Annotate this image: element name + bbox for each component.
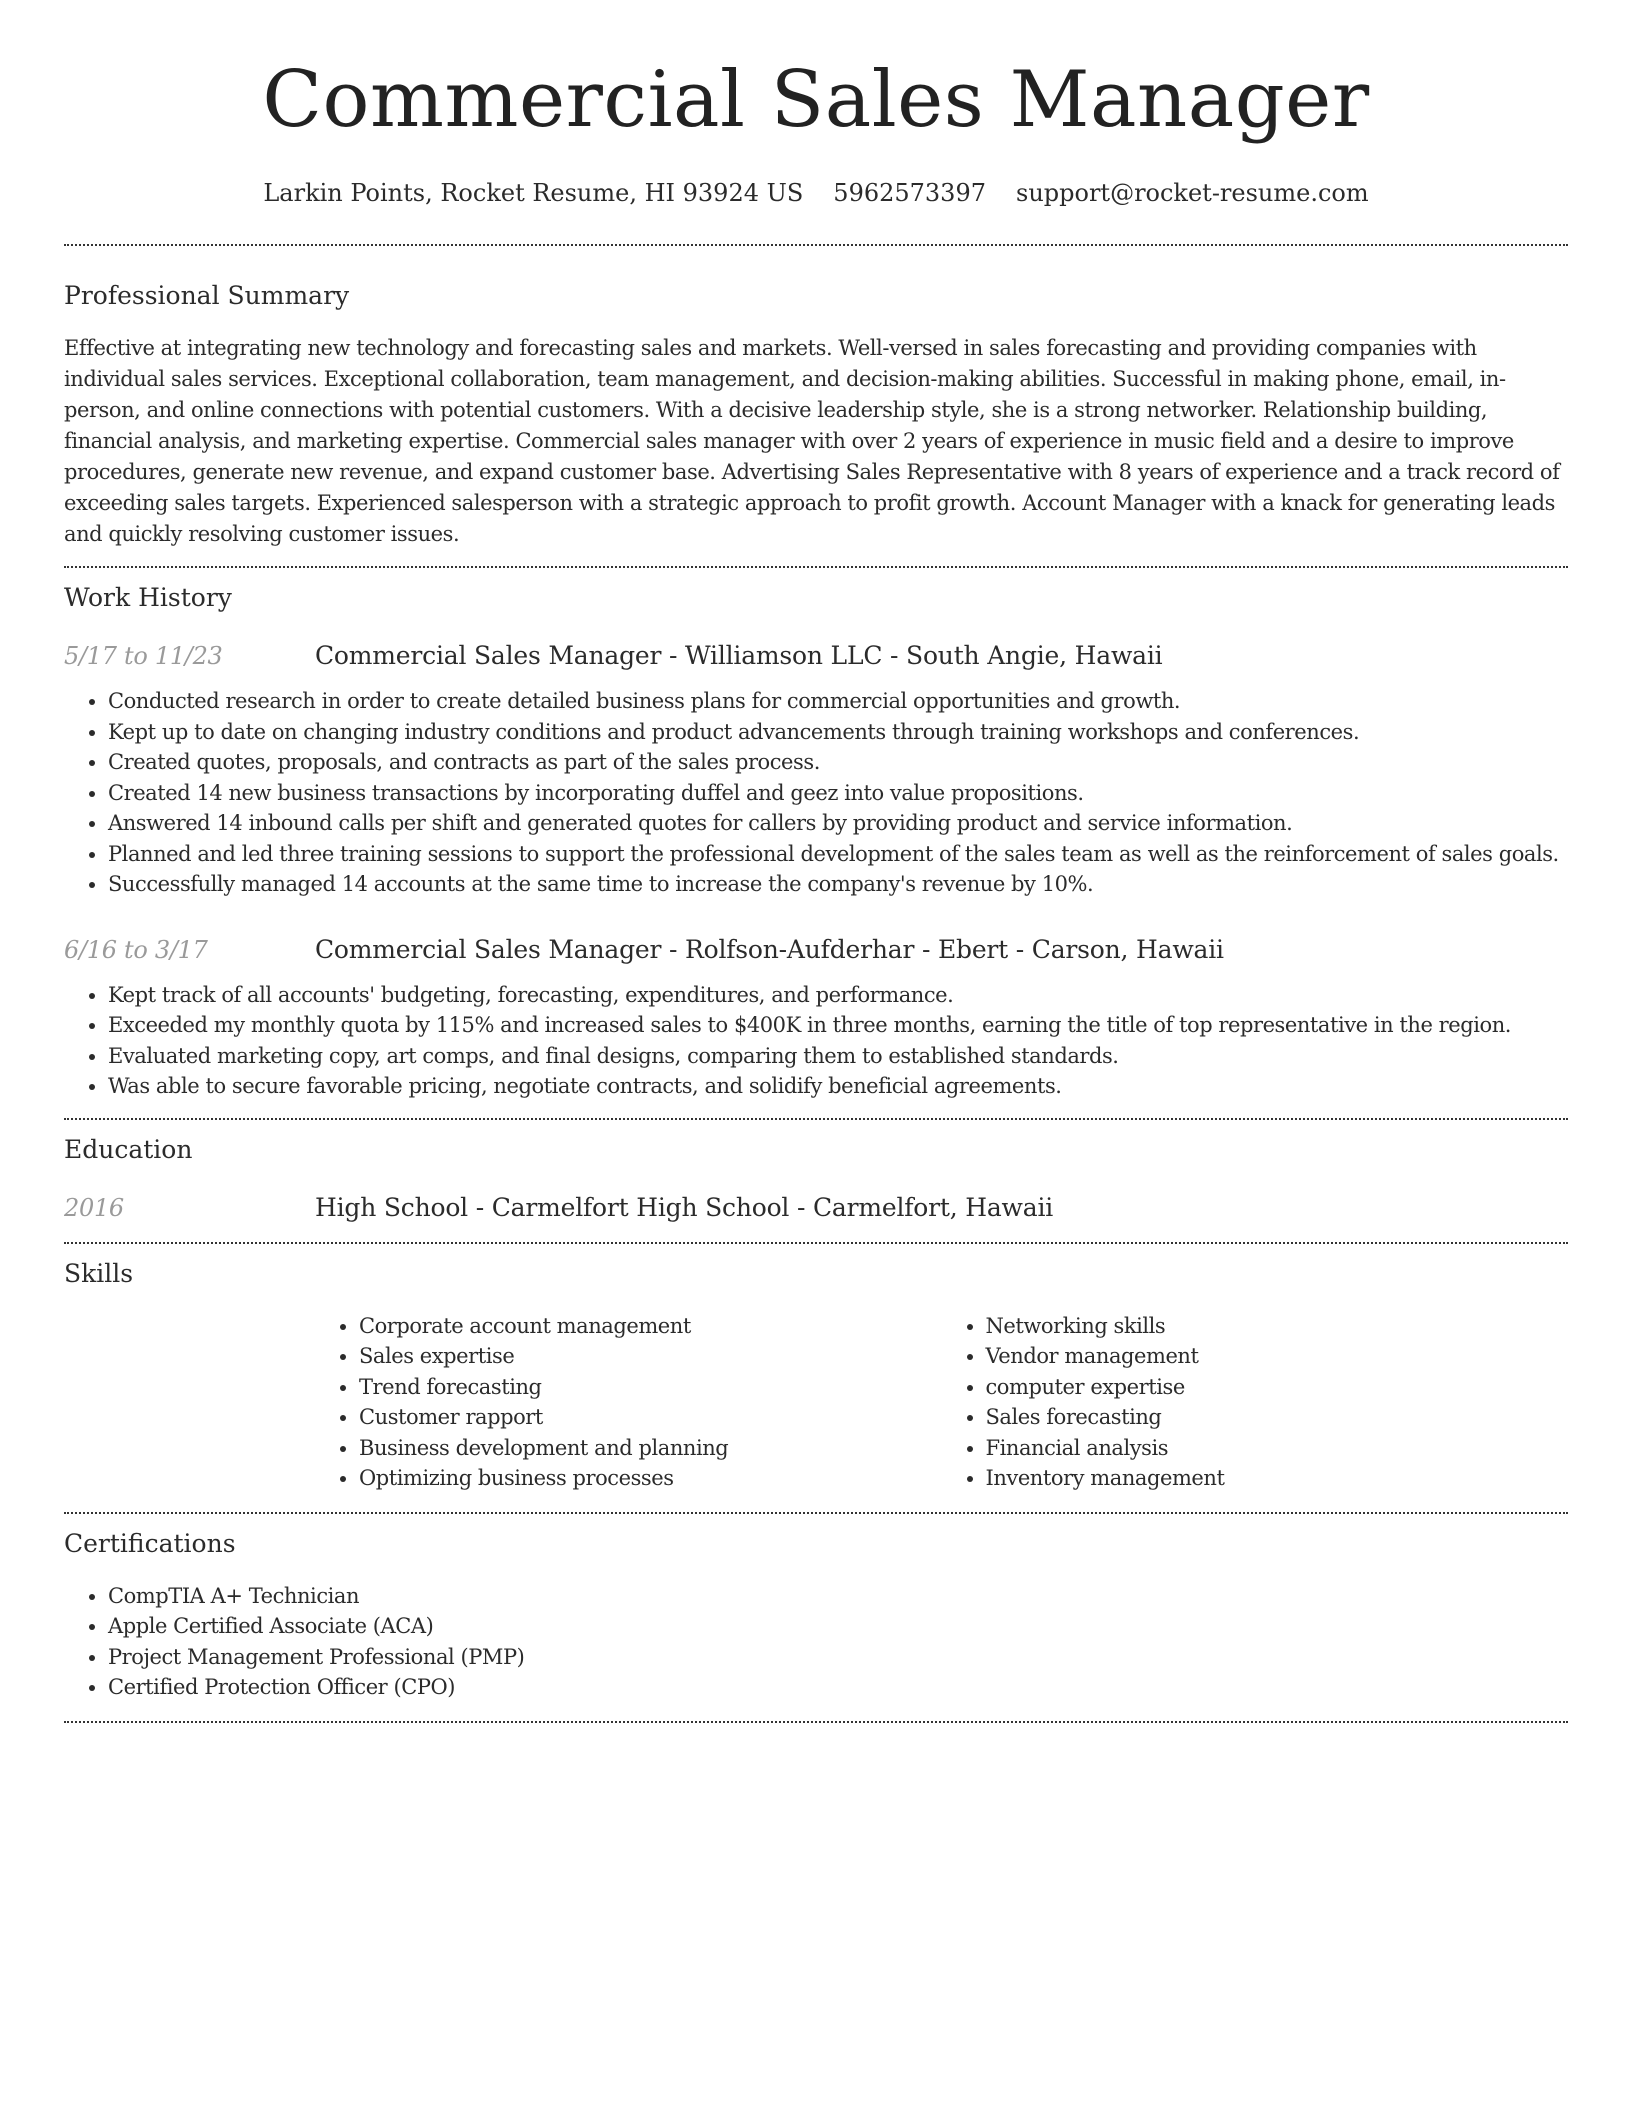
work-history-title: Work History <box>64 583 232 612</box>
skill-item: • Optimizing business processes <box>359 1463 942 1494</box>
education-title: Education <box>64 1134 193 1164</box>
section-divider <box>64 244 1568 246</box>
skill-item: • Inventory management <box>986 1463 1569 1494</box>
skill-item: • Networking skills <box>986 1311 1569 1342</box>
job-bullets <box>64 686 1568 900</box>
skill-item: • Sales expertise <box>359 1341 942 1372</box>
job-dates: 5/17 to 11/23 <box>64 642 223 670</box>
section-divider <box>64 1118 1568 1120</box>
certification-item: • Certified Protection Officer (CPO) <box>108 1672 1568 1703</box>
job-bullet: • Answered 14 inbound calls per shift and generated quotes for callers by providing product and service information. <box>108 808 1568 839</box>
contact-address: Larkin Points, Rocket Resume, HI 93924 US <box>263 179 804 207</box>
job-bullet: • Kept track of all accounts' budgeting, forecasting, expenditures, and performance. <box>108 980 1568 1011</box>
section-divider <box>64 1512 1568 1514</box>
certification-item: • Apple Certified Associate (ACA) <box>108 1611 1568 1642</box>
skills-columns <box>315 1311 1568 1494</box>
skill-item: • Business development and planning <box>359 1433 942 1464</box>
job-dates: 6/16 to 3/17 <box>64 935 208 964</box>
section-divider <box>64 566 1568 568</box>
skill-item: • Sales forecasting <box>986 1402 1569 1433</box>
job-entry <box>64 640 1568 900</box>
contact-line <box>64 178 1568 208</box>
skills-list-right <box>942 1311 1569 1494</box>
summary-section <box>64 280 1568 550</box>
contact-email: support@rocket-resume.com <box>1016 179 1369 207</box>
job-bullet: • Evaluated marketing copy, art comps, and final designs, comparing them to established standards. <box>108 1041 1568 1072</box>
job-bullet: • Was able to secure favorable pricing, negotiate contracts, and solidify beneficial agreements. <box>108 1071 1568 1102</box>
education-heading: High School - Carmelfort High School - Carmelfort, Hawaii <box>315 1192 1054 1222</box>
skill-item: • Corporate account management <box>359 1311 942 1342</box>
job-heading: Commercial Sales Manager - Williamson LLC - South Angie, Hawaii <box>315 641 1163 670</box>
job-bullet: • Created quotes, proposals, and contracts as part of the sales process. <box>108 747 1568 778</box>
job-bullets <box>64 980 1568 1102</box>
skill-item: • Trend forecasting <box>359 1372 942 1403</box>
job-bullet: • Successfully managed 14 accounts at the same time to increase the company's revenue by 10%. <box>108 869 1568 900</box>
contact-phone: 5962573397 <box>833 179 986 207</box>
job-bullet: • Created 14 new business transactions by incorporating duffel and geez into value propositions. <box>108 778 1568 809</box>
skill-item: • Vendor management <box>986 1341 1569 1372</box>
job-bullet: • Planned and led three training sessions to support the professional development of the sales team as well as the reinforcement of sales goals. <box>108 839 1568 870</box>
education-entry <box>64 1192 1568 1224</box>
job-entry <box>64 934 1568 1102</box>
job-bullet: • Kept up to date on changing industry conditions and product advancements through training workshops and conferences. <box>108 717 1568 748</box>
skills-section <box>64 1258 1568 1494</box>
work-history-section <box>64 582 1568 1102</box>
certification-item: • Project Management Professional (PMP) <box>108 1642 1568 1673</box>
education-section <box>64 1134 1568 1224</box>
skill-item: • Financial analysis <box>986 1433 1569 1464</box>
candidate-name: Commercial Sales Manager <box>262 55 1370 145</box>
education-dates: 2016 <box>64 1193 124 1222</box>
job-bullet: • Conducted research in order to create detailed business plans for commercial opportunities and growth. <box>108 686 1568 717</box>
certification-item: • CompTIA A+ Technician <box>108 1581 1568 1612</box>
summary-title: Professional Summary <box>64 281 350 310</box>
certifications-title: Certifications <box>64 1528 236 1558</box>
skill-item: • Customer rapport <box>359 1402 942 1433</box>
resume-page <box>64 0 1568 1723</box>
job-heading: Commercial Sales Manager - Rolfson-Aufderhar - Ebert - Carson, Hawaii <box>315 934 1224 964</box>
section-divider <box>64 1721 1568 1723</box>
certifications-section <box>64 1528 1568 1703</box>
skills-list-left <box>315 1311 942 1494</box>
summary-text: Effective at integrating new technology and forecasting sales and markets. Well-versed in sales forecasting and providing companies with individual sales services. Exceptional collaboration, team management, and decision-making abilities. Successful in making phone, email, in-person, and online connections with potential customers. With a decisive leadership style, she is a strong networker. Relationship building, financial analysis, and marketing expertise. Commercial sales manager with over 2 years of experience in music field and a desire to improve procedures, generate new revenue, and expand customer base. Advertising Sales Representative with 8 years of experience and a track record of exceeding sales targets. Experienced salesperson with a strategic approach to profit growth. Account Manager with a knack for generating leads and quickly resolving customer issues. <box>64 336 1560 546</box>
skill-item: • computer expertise <box>986 1372 1569 1403</box>
job-bullet: • Exceeded my monthly quota by 115% and increased sales to $400K in three months, earning the title of top representative in the region. <box>108 1010 1568 1041</box>
certifications-list <box>64 1581 1568 1703</box>
skills-title: Skills <box>64 1258 134 1288</box>
section-divider <box>64 1242 1568 1244</box>
